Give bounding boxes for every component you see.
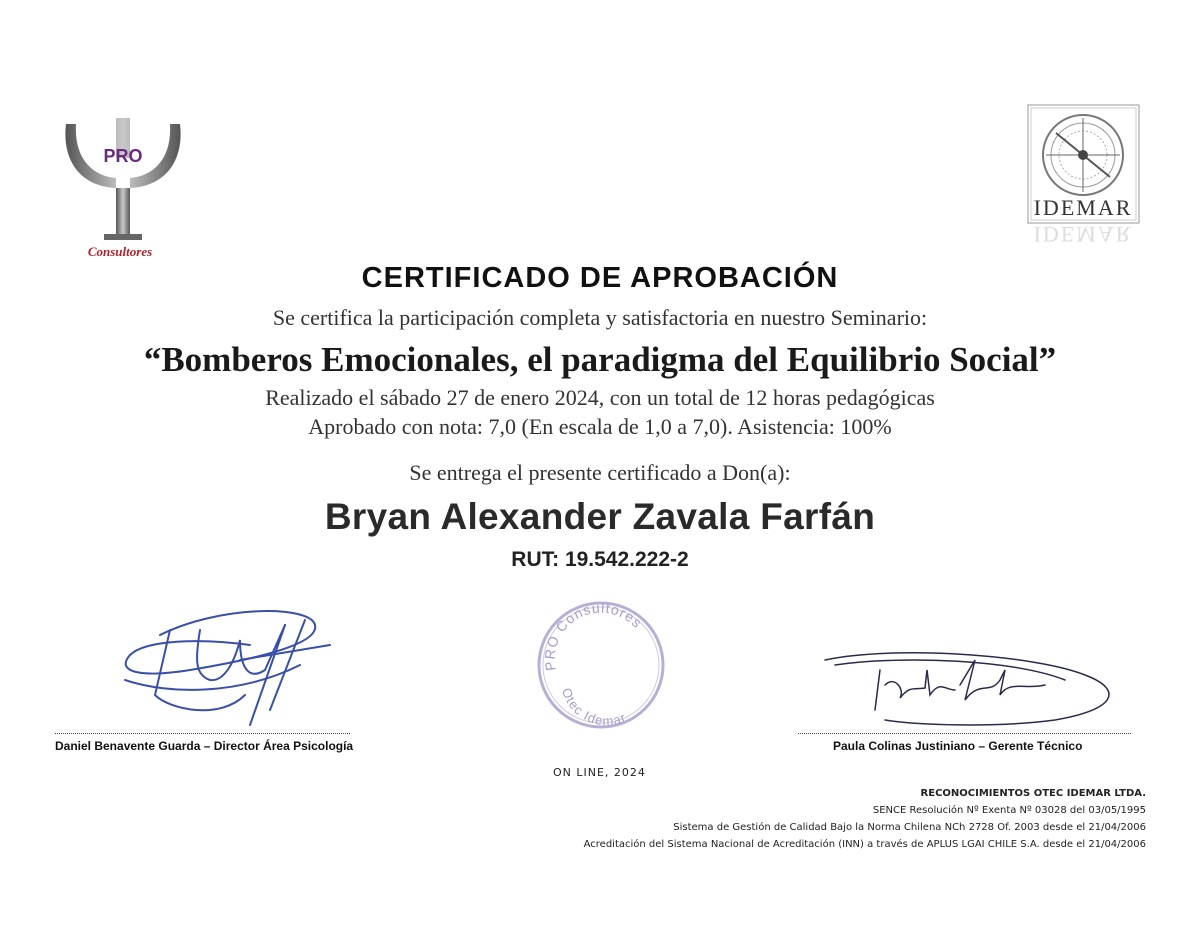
left-signature: [100, 600, 340, 730]
recipient-name: Bryan Alexander Zavala Farfán: [324, 496, 876, 537]
svg-text:Otec Idemar: [559, 686, 629, 729]
left-signature-line: [55, 733, 350, 734]
idemar-logo-text: IDEMAR: [1033, 195, 1133, 220]
recognitions-heading: RECONOCIMIENTOS OTEC IDEMAR LTDA.: [920, 788, 1146, 799]
certificate-title: CERTIFICADO DE APROBACIÓN: [361, 262, 839, 294]
recognition-quality-system: Sistema de Gestión de Calidad Bajo la Norma Chilena NCh 2728 Of. 2003 desde el 21/04/2006: [673, 822, 1146, 833]
certification-intro: Se certifica la participación completa y satisfactoria en nuestro Seminario:: [272, 305, 928, 330]
left-signer-name: Daniel Benavente Guarda – Director Área Psicología: [55, 739, 354, 753]
pro-consultores-stamp: [534, 598, 669, 733]
idemar-logo-reflection: IDEMAR: [1033, 222, 1133, 247]
recognition-sence: SENCE Resolución Nº Exenta Nº 03028 del 03/05/1995: [872, 805, 1146, 816]
right-signature: [815, 640, 1125, 730]
svg-text:PRO Consultores: [541, 600, 645, 672]
pro-consultores-logo: [58, 118, 188, 263]
idemar-logo: [1026, 103, 1141, 253]
delivery-mode: ON LINE, 2024: [553, 766, 646, 779]
consultores-logo-text: Consultores: [87, 244, 153, 259]
delivery-line: Se entrega el presente certificado a Don(a):: [409, 460, 791, 485]
stamp-bottom-text: Otec Idemar: [558, 685, 629, 729]
seminar-title: “Bomberos Emocionales, el paradigma del Equilibrio Social”: [143, 340, 1057, 379]
recognition-accreditation: Acreditación del Sistema Nacional de Acreditación (INN) a través de APLUS LGAI CHILE S.A. desde el 21/04/2006: [583, 839, 1146, 850]
recipient-rut: RUT: 19.542.222-2: [511, 548, 689, 571]
right-signer-name: Paula Colinas Justiniano – Gerente Técnico: [833, 739, 1083, 753]
pro-logo-text: PRO: [103, 146, 143, 166]
grade-attendance-line: Aprobado con nota: 7,0 (En escala de 1,0 a 7,0). Asistencia: 100%: [308, 414, 892, 439]
seminar-date-line: Realizado el sábado 27 de enero 2024, con un total de 12 horas pedagógicas: [265, 385, 935, 410]
right-signature-line: [798, 733, 1131, 734]
stamp-top-text: PRO Consultores: [541, 599, 646, 672]
